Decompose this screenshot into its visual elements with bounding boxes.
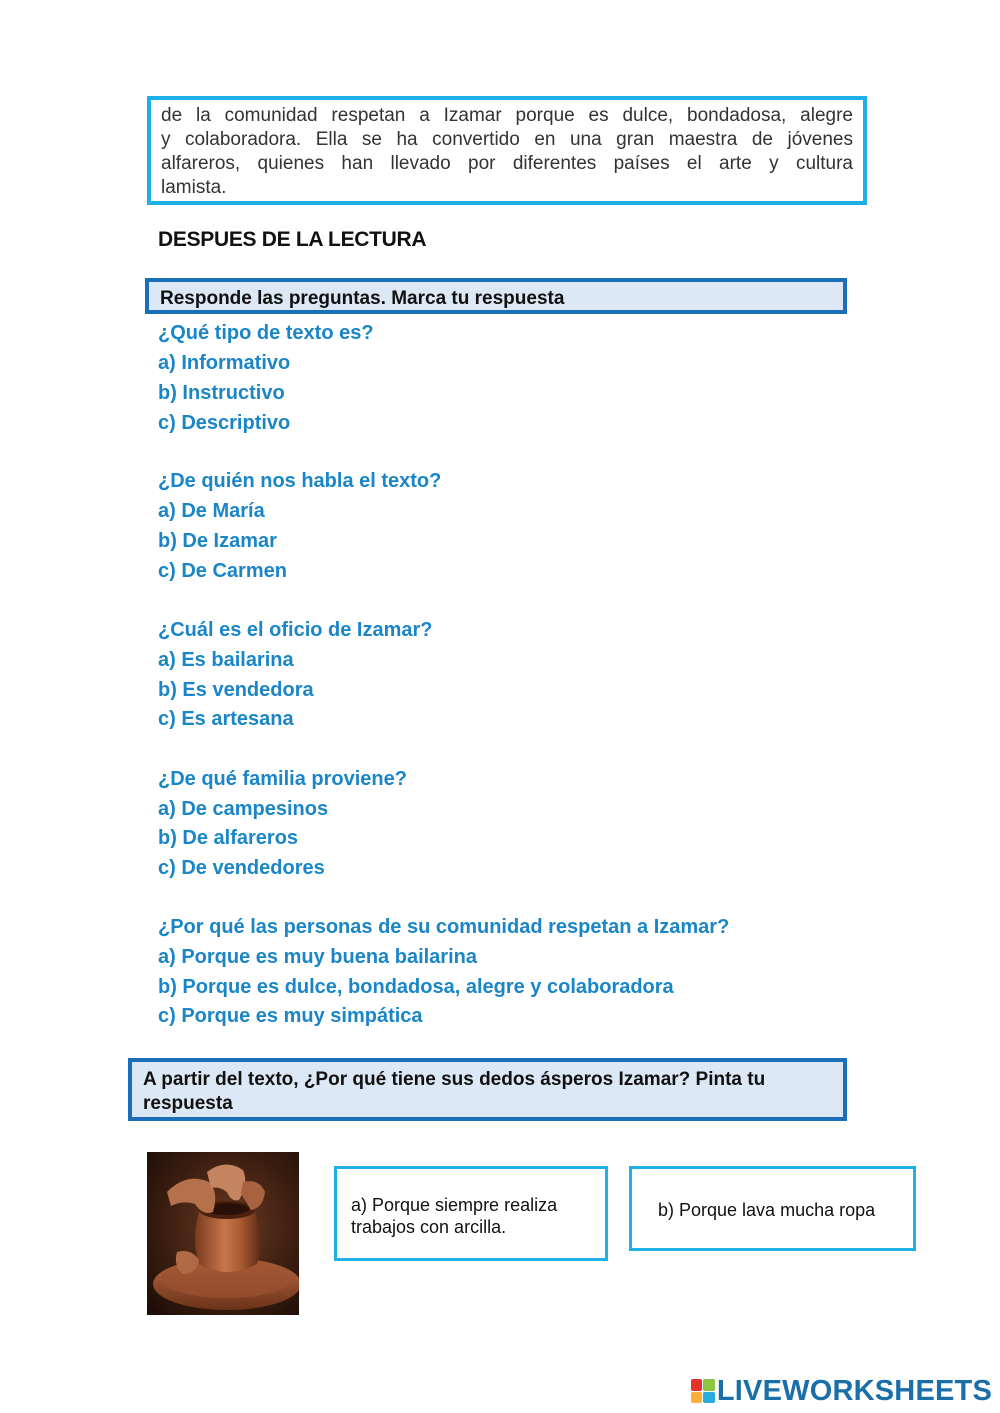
question-1-option-a[interactable]: a) Informativo <box>158 352 291 374</box>
answer-option-a[interactable] <box>334 1166 608 1261</box>
instructions-text-2-line-1: A partir del texto, ¿Por qué tiene sus dedos ásperos Izamar? Pinta tu <box>143 1069 766 1090</box>
question-5: ¿Por qué las personas de su comunidad respetan a Izamar? <box>158 916 730 938</box>
reading-line-1: de la comunidad respetan a Izamar porque es dulce, bondadosa, alegre <box>161 105 853 126</box>
question-3-option-a[interactable]: a) Es bailarina <box>158 649 294 671</box>
question-2-option-a[interactable]: a) De María <box>158 500 265 522</box>
logo-tile-l <box>691 1379 703 1391</box>
answer-a-line-2: trabajos con arcilla. <box>351 1217 507 1237</box>
question-2-option-c[interactable]: c) De Carmen <box>158 560 287 582</box>
instructions-box-2 <box>128 1058 847 1121</box>
question-5-option-b[interactable]: b) Porque es dulce, bondadosa, alegre y colaboradora <box>158 976 674 998</box>
reading-box <box>147 96 867 205</box>
logo-tile-v <box>691 1392 703 1404</box>
question-5-option-a[interactable]: a) Porque es muy buena bailarina <box>158 946 477 968</box>
section-heading: DESPUES DE LA LECTURA <box>158 228 427 251</box>
reading-line-4: lamista. <box>161 177 227 198</box>
question-5-option-c[interactable]: c) Porque es muy simpática <box>158 1005 423 1027</box>
question-2: ¿De quién nos habla el texto? <box>158 470 442 492</box>
question-4: ¿De qué familia proviene? <box>158 768 407 790</box>
logo-tile-i <box>703 1379 715 1391</box>
question-1-option-c[interactable]: c) Descriptivo <box>158 412 291 434</box>
answer-option-b[interactable] <box>629 1166 916 1251</box>
liveworksheets-icon <box>691 1379 715 1403</box>
instructions-text-1: Responde las preguntas. Marca tu respuesta <box>160 288 565 309</box>
question-3-option-c[interactable]: c) Es artesana <box>158 708 294 730</box>
instructions-box-1 <box>145 278 847 314</box>
question-4-option-a[interactable]: a) De campesinos <box>158 798 329 820</box>
answer-b-text: b) Porque lava mucha ropa <box>658 1200 876 1220</box>
question-4-option-c[interactable]: c) De vendedores <box>158 857 325 879</box>
logo-tile-e <box>703 1392 715 1404</box>
question-1-option-b[interactable]: b) Instructivo <box>158 382 285 404</box>
answer-a-line-1: a) Porque siempre realiza <box>351 1195 558 1215</box>
question-3-option-b[interactable]: b) Es vendedora <box>158 679 314 701</box>
liveworksheets-wordmark: LIVEWORKSHEETS <box>716 1374 992 1407</box>
question-4-option-b[interactable]: b) De alfareros <box>158 827 299 849</box>
question-2-option-b[interactable]: b) De Izamar <box>158 530 277 552</box>
reading-line-3: alfareros, quienes han llevado por diferentes países el arte y cultura <box>161 153 853 174</box>
pottery-photo <box>147 1152 299 1315</box>
question-3: ¿Cuál es el oficio de Izamar? <box>158 619 433 641</box>
reading-line-2: y colaboradora. Ella se ha convertido en una gran maestra de jóvenes <box>161 129 853 150</box>
question-1: ¿Qué tipo de texto es? <box>158 322 374 344</box>
liveworksheets-logo <box>691 1375 992 1407</box>
instructions-text-2-line-2: respuesta <box>143 1093 233 1114</box>
